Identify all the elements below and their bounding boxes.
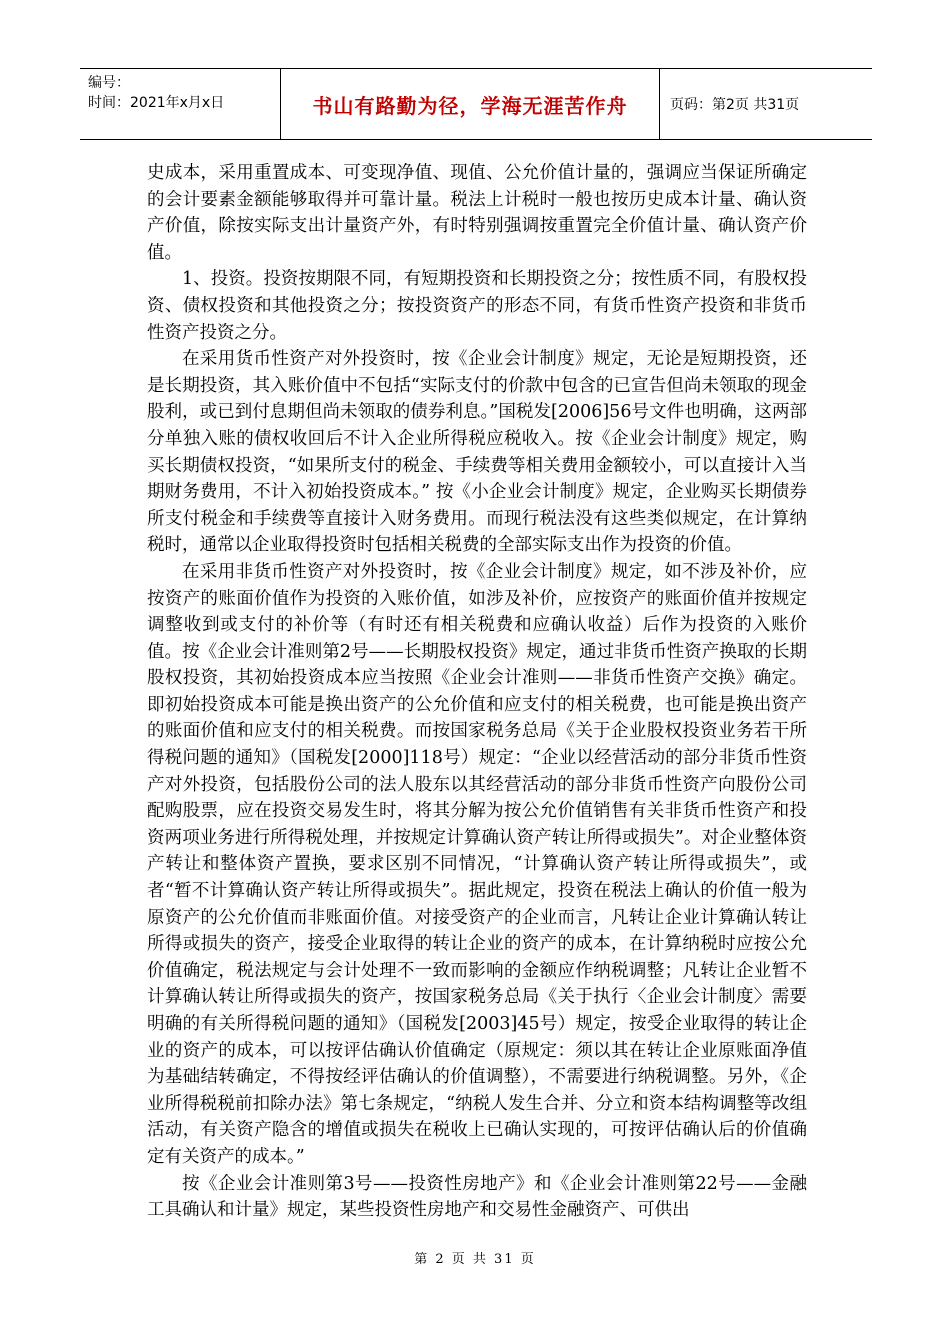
body-paragraph: 在采用货币性资产对外投资时，按《企业会计制度》规定，无论是短期投资，还是长期投资，其入账价值中不包括“实际支付的价款中包含的已宣告但尚未领取的现金股利，或已到付息期但尚未领取的债券利息。”国税发[2006]56号文件也明确，这两部分单独入账的债权收回后不计入企业所得税应税收入。按《企业会计制度》规定，购买长期债权投资，“如果所支付的税金、手续费等相关费用金额较小，可以直接计入当期财务费用，不计入初始投资成本。” 按《小企业会计制度》规定，企业购买长期债券所支付税金和手续费等直接计入财务费用。而现行税法没有这些类似规定，在计算纳税时，通常以企业取得投资时包括相关税费的全部实际支出作为投资的价值。 bbox=[147, 349, 807, 556]
document-number-label: 编号： bbox=[88, 75, 130, 91]
page-header bbox=[80, 68, 872, 140]
header-motto: 书山有路勤为径，学海无涯苦作舟 bbox=[280, 69, 660, 139]
body-paragraph: 按《企业会计准则第3号——投资性房地产》和《企业会计准则第22号——金融工具确认和计量》规定，某些投资性房地产和交易性金融资产、可供出 bbox=[147, 1173, 807, 1221]
body-paragraph: 在采用非货币性资产对外投资时，按《企业会计制度》规定，如不涉及补价，应按资产的账面价值作为投资的入账价值，如涉及补价，应按资产的账面价值并按规定调整收到或支付的补价等（有时还有相关税费和应确认收益）后作为投资的入账价值。按《企业会计准则第2号——长期股权投资》规定，通过非货币性资产换取的长期股权投资，其初始投资成本应当按照《企业会计准则——非货币性资产交换》确定。即初始投资成本可能是换出资产的公允价值和应支付的相关税费，也可能是换出资产的账面价值和应支付的相关税费。而按国家税务总局《关于企业股权投资业务若干所得税问题的通知》（国税发[2000]118号）规定：“企业以经营活动的部分非货币性资产对外投资，包括股份公司的法人股东以其经营活动的部分非货币性资产向股份公司配购股票，应在投资交易发生时，将其分解为按公允价值销售有关非货币性资产和投资两项业务进行所得税处理，并按规定计算确认资产转让所得或损失”。对企业整体资产转让和整体资产置换，要求区别不同情况，“计算确认资产转让所得或损失”，或者“暂不计算确认资产转让所得或损失”。据此规定，投资在税法上确认的价值一般为原资产的公允价值而非账面价值。对接受资产的企业而言，凡转让企业计算确认转让所得或损失的资产，接受企业取得的转让企业的资产的成本，在计算纳税时应按公允价值确定，税法规定与会计处理不一致而影响的金额应作纳税调整；凡转让企业暂不计算确认转让所得或损失的资产，按国家税务总局《关于执行〈企业会计制度〉需要明确的有关所得税问题的通知》（国税发[2003]45号）规定，按受企业取得的转让企业的资产的成本，可以按评估确认价值确定（原规定：须以其在转让企业原账面净值为基础结转确定，不得按经评估确认的价值调整），不需要进行纳税调整。另外，《企业所得税税前扣除办法》第七条规定，“纳税人发生合并、分立和资本结构调整等改组活动，有关资产隐含的增值或损失在税收上已确认实现的，可按评估确认后的价值确定有关资产的成本。” bbox=[147, 561, 807, 1167]
body-paragraph: 史成本，采用重置成本、可变现净值、现值、公允价值计量的，强调应当保证所确定的会计要素金额能够取得并可靠计量。税法上计税时一般也按历史成本计量、确认资产价值，除按实际支出计量资产外，有时特别强调按重置完全价值计量、确认资产价值。 bbox=[147, 163, 807, 263]
document-body bbox=[147, 160, 807, 1224]
document-time-label: 时间：2021年x月x日 bbox=[88, 95, 225, 111]
body-paragraph: 1、投资。投资按期限不同，有短期投资和长期投资之分；按性质不同，有股权投资、债权投资和其他投资之分；按投资资产的形态不同，有货币性资产投资和非货币性资产投资之分。 bbox=[147, 269, 807, 343]
page-footer: 第 2 页 共 31 页 bbox=[414, 1252, 536, 1267]
header-meta bbox=[80, 69, 280, 139]
header-page-info: 页码：第2页 共31页 bbox=[670, 97, 800, 113]
